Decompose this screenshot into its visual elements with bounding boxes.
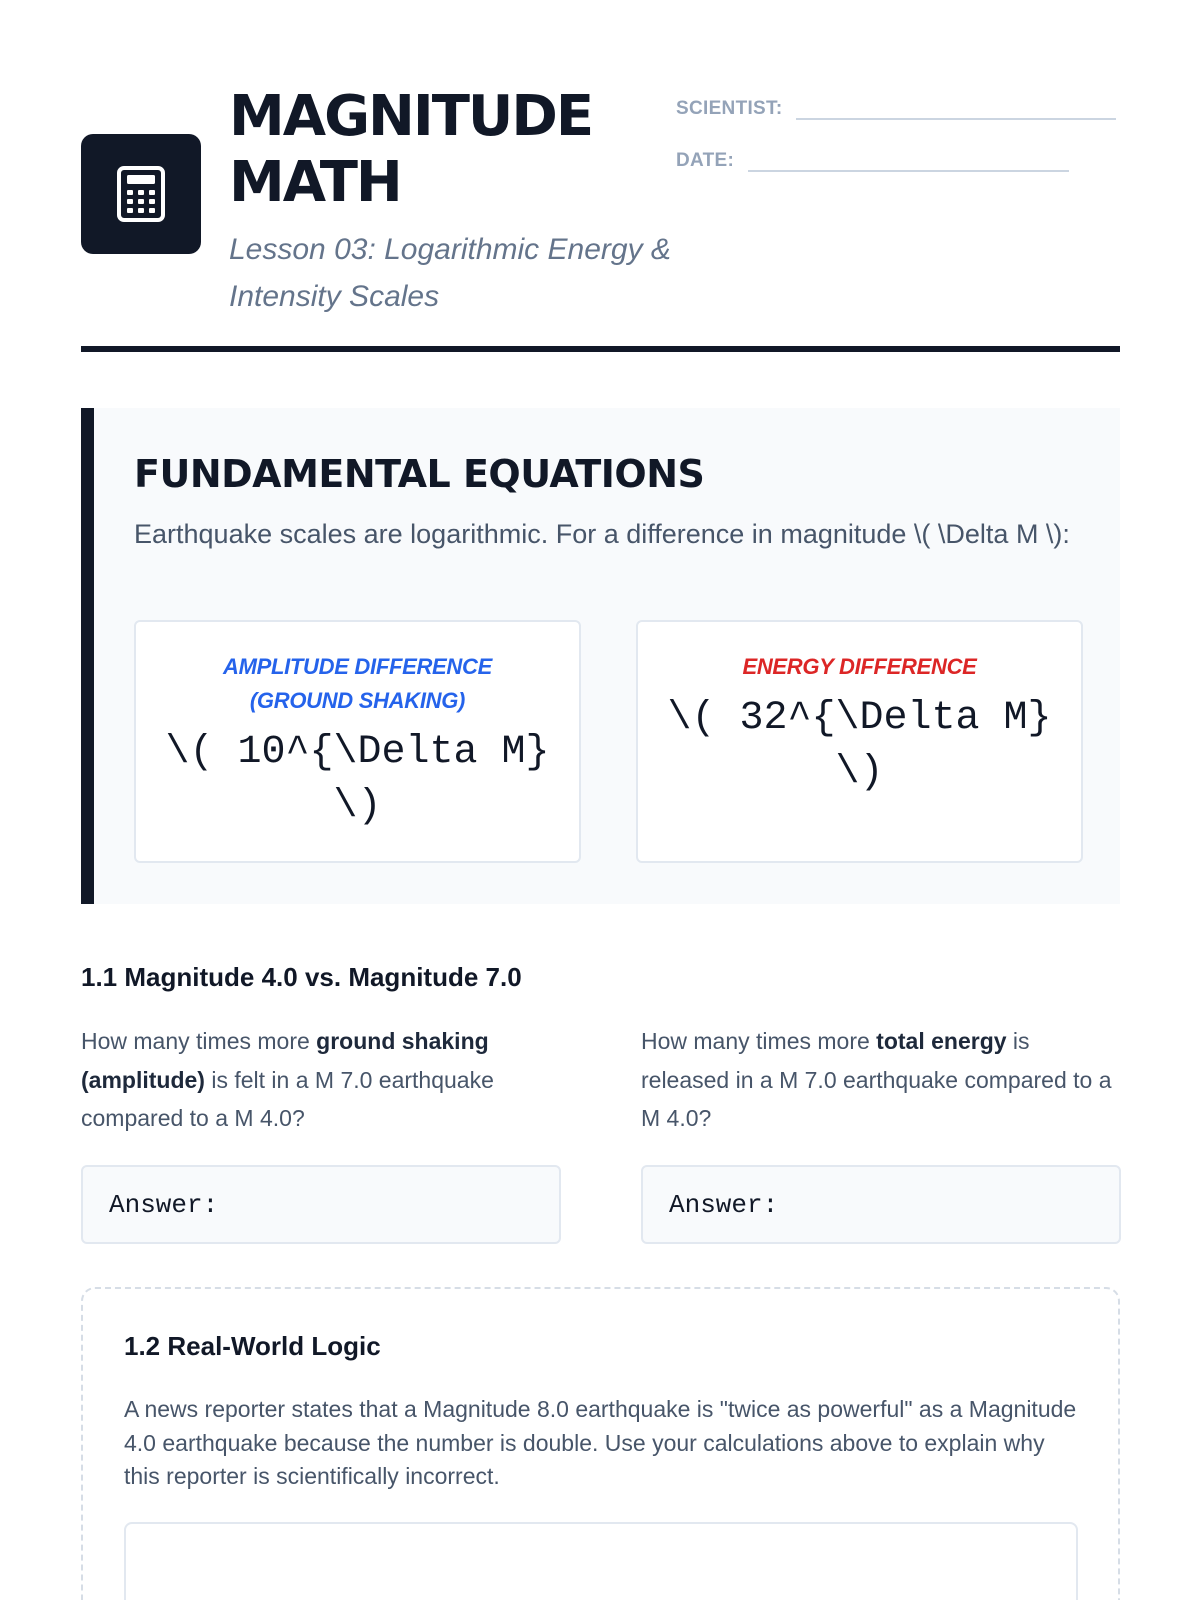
section-1-2-title: 1.2 Real-World Logic	[124, 1331, 381, 1361]
question-amplitude	[81, 1022, 561, 1138]
section-1-2-panel	[81, 1287, 1120, 1600]
question-energy-bold: total energy	[876, 1028, 1007, 1054]
scientist-row	[676, 88, 1120, 120]
fundamentals-intro: Earthquake scales are logarithmic. For a difference in magnitude \( \Delta M \):	[134, 519, 1070, 549]
title-line-1: MAGNITUDE	[229, 84, 593, 149]
date-row	[676, 140, 1120, 172]
energy-formula: \( 32^{\Delta M} \)	[667, 696, 1052, 795]
amplitude-equation-card	[134, 620, 581, 863]
energy-label: ENERGY DIFFERENCE	[742, 654, 977, 679]
question-energy-post: is released in a M 7.0 earthquake compared to a M 4.0?	[641, 1028, 1112, 1131]
date-label: DATE:	[676, 150, 735, 171]
question-amplitude-bold: ground shaking (amplitude)	[81, 1028, 489, 1093]
worksheet-header	[81, 84, 1120, 354]
answer-field-amplitude[interactable]	[81, 1165, 561, 1244]
explanation-response-box[interactable]	[124, 1522, 1078, 1600]
section-1-2-prompt: A news reporter states that a Magnitude 8.0 earthquake is "twice as powerful" as a Magnitude 4.0 earthquake because the number is double. Use your calculations above to explain why this reporter is scientifically incorrect.	[124, 1396, 1077, 1489]
lesson-subtitle: Lesson 03: Logarithmic Energy & Intensity Scales	[229, 233, 671, 313]
answer-field-energy[interactable]	[641, 1165, 1121, 1244]
worksheet-title	[229, 84, 699, 216]
header-divider	[81, 346, 1120, 352]
question-energy-pre: How many times more	[641, 1028, 877, 1054]
amplitude-label: AMPLITUDE DIFFERENCE (GROUND SHAKING)	[222, 654, 492, 713]
title-block	[229, 84, 699, 320]
answer-label-amplitude: Answer:	[109, 1190, 219, 1220]
student-info	[676, 88, 1120, 192]
amplitude-formula: \( 10^{\Delta M} \)	[165, 730, 550, 829]
question-amplitude-post: is felt in a M 7.0 earthquake compared to a M 4.0?	[81, 1066, 494, 1131]
answer-label-energy: Answer:	[669, 1190, 779, 1220]
calculator-icon	[81, 134, 201, 254]
scientist-label: SCIENTIST:	[676, 98, 783, 119]
question-amplitude-pre: How many times more	[81, 1028, 317, 1054]
question-energy	[641, 1022, 1121, 1138]
energy-equation-card	[636, 620, 1083, 863]
fundamental-equations-panel	[81, 408, 1120, 904]
section-1-1-title: 1.1 Magnitude 4.0 vs. Magnitude 7.0	[81, 962, 522, 992]
date-field[interactable]	[748, 150, 1069, 172]
title-line-2: MATH	[229, 150, 401, 215]
fundamentals-title: FUNDAMENTAL EQUATIONS	[134, 452, 705, 496]
scientist-field[interactable]	[796, 98, 1116, 120]
